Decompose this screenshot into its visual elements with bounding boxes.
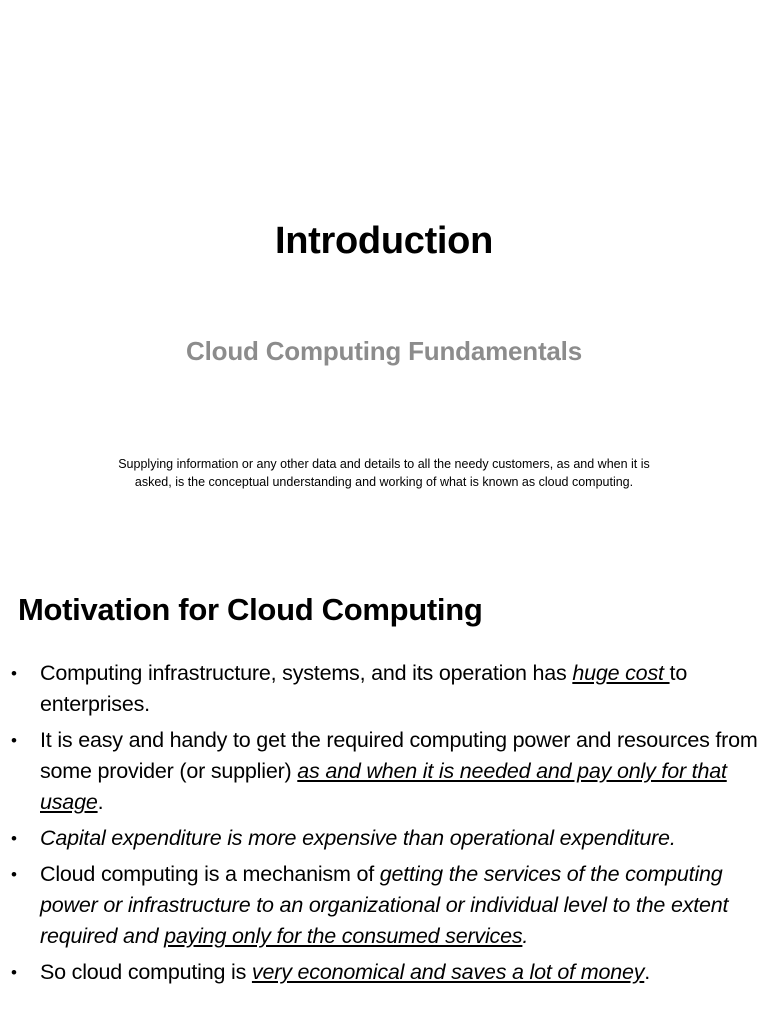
bullet-text: . (97, 790, 104, 814)
bullet-item (0, 823, 768, 854)
bullet-icon: • (11, 829, 17, 848)
slide-title: Introduction (274, 220, 494, 262)
bullet-item (0, 859, 768, 952)
bullet-list (0, 658, 768, 993)
bullet-icon: • (11, 664, 17, 683)
slide-subtitle: Cloud Computing Fundamentals (186, 336, 582, 366)
bullet-item (0, 658, 768, 720)
bullet-item (0, 957, 768, 988)
bullet-emphasis: Capital expenditure is more expensive than operational expenditure. (40, 826, 676, 850)
bullet-text: . (644, 960, 651, 984)
content-slide (0, 576, 768, 1024)
slide-heading: Motivation for Cloud Computing (18, 592, 483, 627)
bullet-item (0, 725, 768, 818)
bullet-emphasis: getting the services of the computing power or infrastructure to an organizational or individual level to the extent required and (40, 862, 729, 948)
bullet-emphasis: as and when it is needed and pay only for that usage (40, 759, 727, 814)
bullet-emphasis: paying only for the consumed services (164, 924, 523, 948)
bullet-text: to enterprises. (40, 661, 688, 716)
bullet-text: Computing infrastructure, systems, and its operation has (40, 661, 573, 685)
slide-description: Supplying information or any other data and details to all the needy customers, as and when it is asked, is the conceptual understanding and working of what is known as cloud computing. (118, 457, 650, 489)
bullet-emphasis: very economical and saves a lot of money (251, 960, 645, 984)
bullet-text: . (522, 924, 529, 948)
bullet-emphasis: huge cost (572, 661, 670, 685)
bullet-text: It is easy and handy to get the required computing power and resources from some provider (or supplier) (40, 728, 758, 783)
bullet-icon: • (11, 865, 17, 884)
bullet-icon: • (11, 731, 17, 750)
bullet-icon: • (11, 963, 17, 982)
bullet-text: Cloud computing is a mechanism of (40, 862, 380, 886)
bullet-text: So cloud computing is (40, 960, 252, 984)
